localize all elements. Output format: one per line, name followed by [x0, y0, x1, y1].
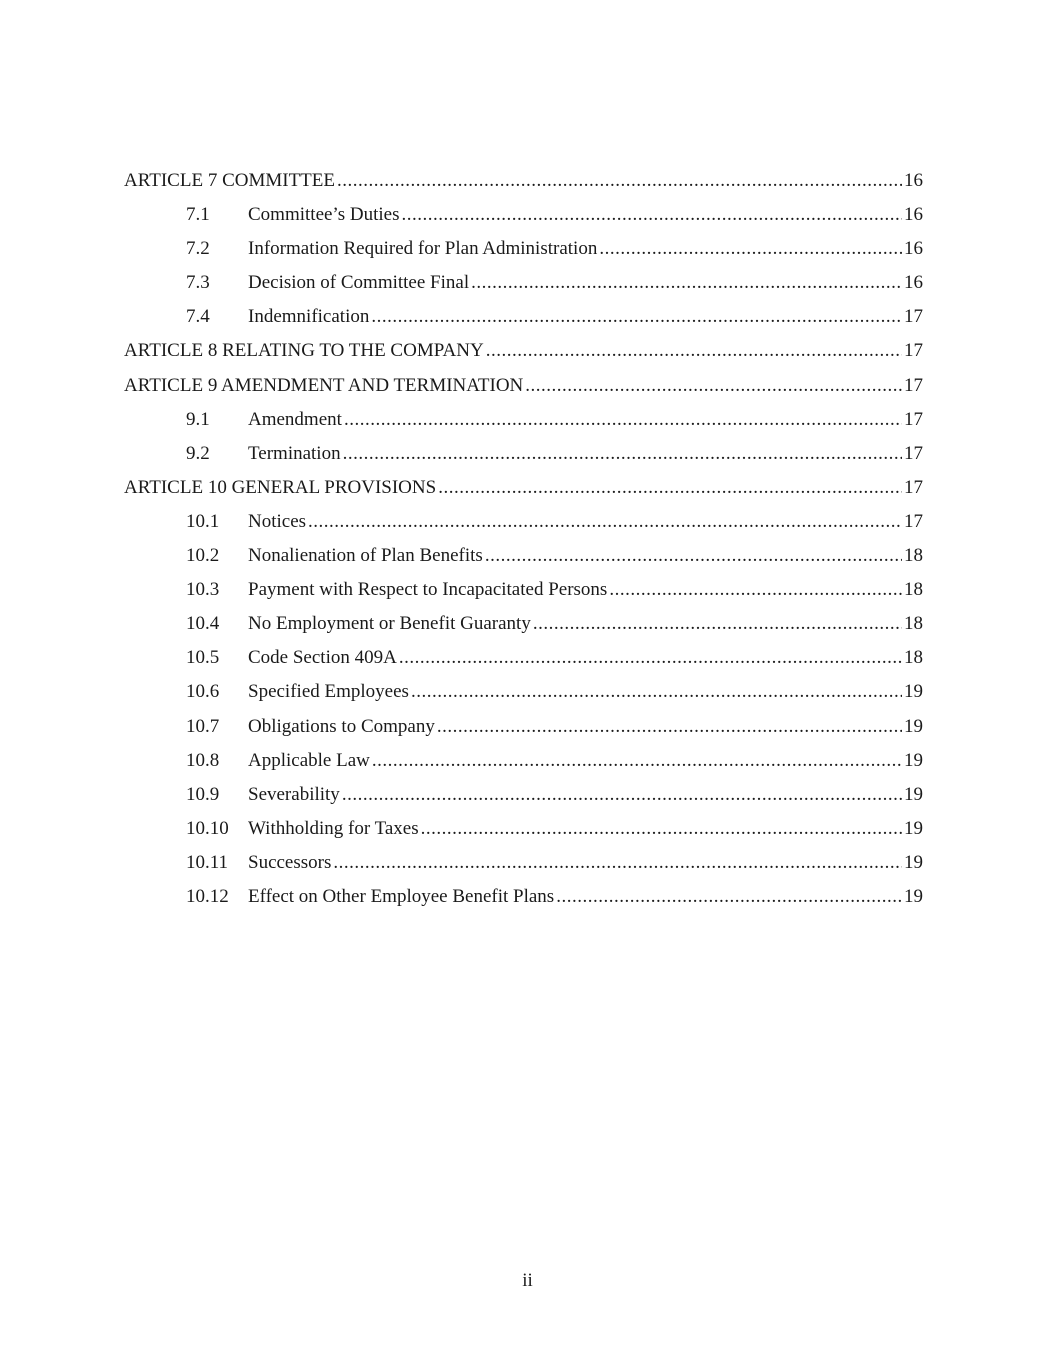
toc-page-number: 19	[904, 817, 923, 839]
toc-entry-title: No Employment or Benefit Guaranty	[248, 613, 531, 635]
toc-section-number: 7.2	[186, 238, 210, 260]
toc-section-number: 10.6	[186, 681, 220, 703]
toc-entry-title: Specified Employees	[248, 681, 409, 703]
toc-dot-leader	[411, 678, 902, 706]
toc-entry-title: Code Section 409A	[248, 647, 397, 669]
toc-section-entry	[124, 201, 923, 235]
toc-entry-title: Indemnification	[248, 306, 370, 328]
toc-article-entry	[124, 167, 923, 201]
toc-section-number: 10.9	[186, 783, 220, 805]
toc-section-entry	[124, 815, 923, 849]
toc-section-number: 10.3	[186, 579, 220, 601]
toc-section-entry	[124, 678, 923, 712]
toc-page-number: 18	[904, 647, 923, 669]
toc-entry-title: Termination	[248, 442, 341, 464]
toc-article-entry	[124, 474, 923, 508]
toc-section-entry	[124, 508, 923, 542]
toc-entry-title: ARTICLE 7 COMMITTEE	[124, 170, 336, 191]
toc-section-entry	[124, 440, 923, 474]
toc-page-number: 16	[904, 204, 923, 226]
toc-dot-leader	[486, 337, 902, 365]
toc-entry-title: ARTICLE 10 GENERAL PROVISIONS	[124, 476, 437, 498]
toc-dot-leader	[401, 201, 902, 229]
toc-dot-leader	[421, 815, 902, 843]
toc-entry-title: Effect on Other Employee Benefit Plans	[248, 885, 555, 907]
toc-section-number: 10.11	[186, 851, 229, 873]
toc-entry-title: Amendment	[248, 408, 342, 430]
toc-entry-title: Notices	[248, 510, 307, 532]
toc-page-number: 17	[904, 476, 923, 498]
toc-section-entry	[124, 406, 923, 440]
toc-page-number: 17	[904, 306, 923, 328]
toc-section-entry	[124, 713, 923, 747]
toc-dot-leader	[333, 849, 902, 877]
toc-entry-title: Committee’s Duties	[248, 204, 400, 226]
toc-entry-title: Severability	[248, 783, 340, 805]
toc-section-number: 10.10	[186, 817, 229, 839]
toc-section-entry	[124, 644, 923, 678]
toc-section-number: 10.4	[186, 613, 220, 635]
toc-section-entry	[124, 542, 923, 576]
toc-section-number: 10.8	[186, 749, 220, 771]
toc-article-entry	[124, 372, 923, 406]
toc-article-entry	[124, 337, 923, 371]
toc-entry-title: Information Required for Plan Administration	[248, 238, 598, 260]
page-number-footer: ii	[522, 1270, 533, 1291]
toc-dot-leader	[471, 269, 902, 297]
toc-entry-title: Payment with Respect to Incapacitated Persons	[248, 579, 608, 601]
toc-dot-leader	[599, 235, 902, 263]
toc-entry-title: Withholding for Taxes	[248, 817, 419, 839]
toc-page-number: 19	[904, 749, 923, 771]
toc-section-number: 10.1	[186, 510, 220, 532]
toc-section-entry	[124, 781, 923, 815]
toc-page-number: 17	[904, 510, 923, 532]
toc-page-number: 18	[904, 579, 923, 601]
toc-section-number: 10.12	[186, 885, 229, 907]
toc-section-entry	[124, 747, 923, 781]
toc-dot-leader	[556, 883, 902, 911]
toc-section-number: 10.2	[186, 545, 220, 567]
toc-section-number: 7.1	[186, 204, 210, 226]
toc-entry-title: Decision of Committee Final	[248, 272, 470, 294]
toc-dot-leader	[485, 542, 902, 570]
toc-page-number: 17	[904, 442, 923, 464]
toc-section-number: 9.2	[186, 442, 210, 464]
toc-dot-leader	[342, 781, 902, 809]
toc-section-number: 9.1	[186, 408, 210, 430]
toc-dot-leader	[371, 303, 902, 331]
toc-page-number: 16	[904, 272, 923, 294]
toc-section-entry	[124, 610, 923, 644]
toc-dot-leader	[609, 576, 902, 604]
toc-page-number: 19	[904, 851, 923, 873]
toc-section-entry	[124, 576, 923, 610]
toc-page-number: 19	[904, 783, 923, 805]
toc-page-number: 16	[904, 238, 923, 260]
toc-section-entry	[124, 849, 923, 883]
toc-section-entry	[124, 303, 923, 337]
toc-entry-title: Obligations to Company	[248, 715, 435, 737]
toc-page-number: 19	[904, 885, 923, 907]
toc-dot-leader	[343, 440, 902, 468]
toc-dot-leader	[438, 474, 902, 502]
toc-entry-title: ARTICLE 9 AMENDMENT AND TERMINATION	[124, 374, 524, 396]
toc-entry-title: Successors	[248, 851, 332, 873]
toc-entry-title: ARTICLE 8 RELATING TO THE COMPANY	[124, 340, 484, 362]
toc-page-number: 18	[904, 545, 923, 567]
toc-dot-leader	[399, 644, 902, 672]
toc-page-number: 17	[904, 374, 923, 396]
toc-page-number: 18	[904, 613, 923, 635]
toc-page-number: 17	[904, 408, 923, 430]
toc-dot-leader	[437, 713, 902, 741]
toc-section-entry	[124, 269, 923, 303]
toc-dot-leader	[372, 747, 902, 775]
toc-section-entry	[124, 883, 923, 917]
toc-dot-leader	[525, 372, 902, 400]
toc-dot-leader	[308, 508, 902, 536]
toc-dot-leader	[344, 406, 902, 434]
toc-page-number: 19	[904, 681, 923, 703]
table-of-contents	[124, 167, 923, 917]
toc-section-number: 7.3	[186, 272, 210, 294]
toc-section-number: 10.7	[186, 715, 220, 737]
toc-dot-leader	[533, 610, 902, 638]
toc-section-entry	[124, 235, 923, 269]
toc-page-number: 17	[904, 340, 923, 362]
toc-page-number: 16	[904, 170, 923, 191]
toc-entry-title: Applicable Law	[248, 749, 370, 771]
toc-section-number: 7.4	[186, 306, 210, 328]
toc-dot-leader	[337, 167, 902, 195]
toc-entry-title: Nonalienation of Plan Benefits	[248, 545, 483, 567]
toc-section-number: 10.5	[186, 647, 220, 669]
toc-page-number: 19	[904, 715, 923, 737]
